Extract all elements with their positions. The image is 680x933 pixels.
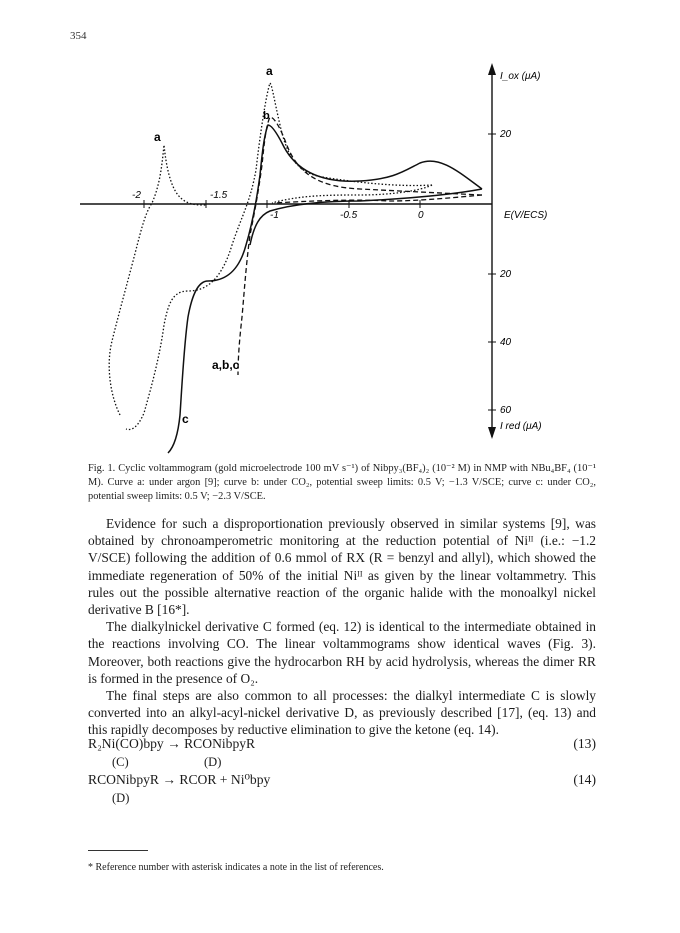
- equation-14: [88, 770, 596, 790]
- y-tick-label: 20: [500, 269, 512, 280]
- y-axis-label-top: I_ox (μA): [500, 71, 541, 82]
- caption-text: Cyclic voltammogram (gold microelectrode 100 mV s⁻¹) of Nibpy₃(BF₄)₂ (10⁻² M) in NMP with NBu₄BF₄ (10⁻¹ M). Curve a: under argon [9]; curve b: under CO₂, potential sweep limits: 0.5 V; −1.3 V/SCE; curve c: under CO₂, potential sweep limits: 0.5 V; −2.3 V/SCE.: [88, 463, 597, 502]
- caption-label: Fig. 1.: [88, 463, 116, 474]
- footnote-rule: [88, 850, 148, 851]
- body-text: [88, 515, 596, 739]
- y-axis-arrow-up: [488, 63, 496, 75]
- equation-14-labels: [88, 790, 596, 806]
- y-axis-label-bottom: I red (μA): [500, 421, 542, 432]
- equation-text: RCONibpyR → RCOR + Ni⁰bpy: [88, 772, 271, 787]
- curve-b: [238, 117, 482, 375]
- equation-13: [88, 734, 596, 754]
- curve-label-a-left: a: [154, 130, 161, 144]
- y-axis-arrow-down: [488, 427, 496, 439]
- paragraph: The dialkylnickel derivative C formed (eq. 12) is identical to the intermediate obtained in the reactions involving CO. The linear voltammograms show identical waves (Fig. 3). Moreover, both reactions give the hydrocarbon RH by acid hydrolysis, whereas the dimer RR is formed in the presence of O₂.: [88, 619, 596, 686]
- curve-label-c: c: [182, 412, 189, 426]
- cyclic-voltammogram-figure: [60, 55, 580, 455]
- footnote: * Reference number with asterisk indicates a note in the list of references.: [88, 862, 384, 873]
- equation-text: R₂Ni(CO)bpy → RCONibpyR: [88, 736, 256, 751]
- compound-label: (D): [112, 791, 130, 805]
- curve-label-b: b: [263, 110, 270, 122]
- figure-caption: [88, 462, 596, 504]
- equation-number: (14): [573, 772, 596, 787]
- page-number: 354: [70, 30, 87, 42]
- equation-13-labels: [88, 754, 596, 770]
- x-axis-label: E(V/ECS): [504, 210, 548, 221]
- equation-number: (13): [573, 736, 596, 751]
- curve-a: [126, 83, 432, 429]
- curve-label-a-top: a: [266, 64, 273, 78]
- curve-c: [168, 125, 482, 453]
- x-tick-label: -0.5: [340, 210, 358, 221]
- paragraph: The final steps are also common to all processes: the dialkyl intermediate C is slowly converted into an alkyl-acyl-nickel derivative D, as previously described [17], (eq. 13) and this rapidly decomposes by reductive elimination to give the ketone (eq. 14).: [88, 688, 596, 738]
- x-tick-label: -2: [132, 190, 141, 201]
- paragraph: Evidence for such a disproportionation previously observed in similar systems [9], was obtained by chronoamperometric monitoring at the reduction potential of Niᴵᴵ (i.e.: −1.2 V/SCE) following the addition of 0.6 mmol of RX (R = benzyl and allyl), which showed the immediate regeneration of 50% of the initial Niᴵᴵ as given by the linear voltammetry. This rules out the possible alternative reaction of the organic halide with the monoalkyl nickel derivative B [16*].: [88, 516, 596, 618]
- x-tick-label: -1.5: [210, 190, 228, 201]
- curve-label-abc: a,b,c: [212, 358, 240, 372]
- y-tick-label: 20: [500, 129, 512, 140]
- equations: [88, 734, 596, 806]
- compound-label: (D): [204, 755, 222, 769]
- y-tick-label: 60: [500, 405, 512, 416]
- compound-label: (C): [112, 755, 129, 769]
- y-tick-label: 40: [500, 337, 512, 348]
- x-tick-label: 0: [418, 210, 424, 221]
- x-tick-label: -1: [270, 210, 279, 221]
